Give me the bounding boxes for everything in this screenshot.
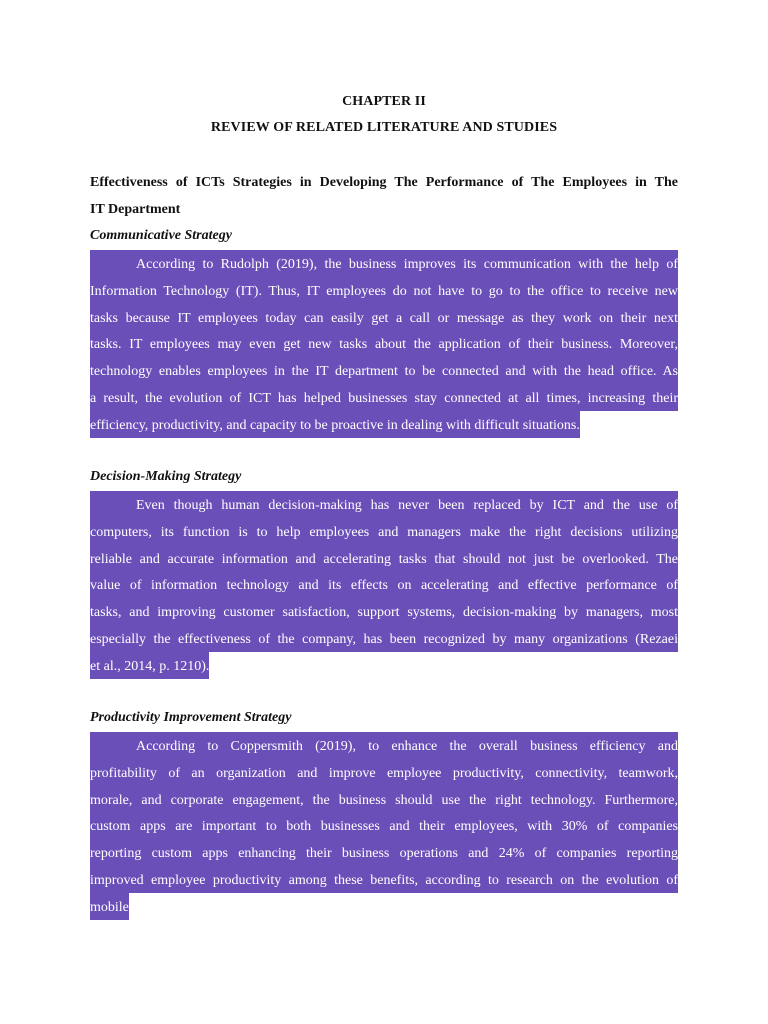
subsection-title: Productivity Improvement Strategy xyxy=(90,710,292,725)
highlighted-text[interactable]: computers, its function is to help employees and managers make the right decisions utilizing xyxy=(90,518,678,545)
chapter-number: CHAPTER II xyxy=(342,94,426,109)
paragraph-line[interactable] xyxy=(90,545,678,572)
highlighted-text[interactable]: tasks, and improving customer satisfaction, support systems, decision-making by managers, most xyxy=(90,598,678,625)
paragraph-line[interactable] xyxy=(90,384,678,411)
highlighted-text[interactable]: According to Coppersmith (2019), to enhance the overall business efficiency and xyxy=(90,732,678,759)
subsection-title: Decision-Making Strategy xyxy=(90,469,242,484)
highlighted-text[interactable]: et al., 2014, p. 1210). xyxy=(90,652,209,679)
paragraph-line[interactable] xyxy=(90,277,678,304)
paragraph-line[interactable] xyxy=(90,786,678,813)
highlighted-text[interactable]: especially the effectiveness of the company, has been recognized by many organizations (Rezaei xyxy=(90,625,678,652)
subsection-title: Communicative Strategy xyxy=(90,228,232,243)
paragraph-line[interactable] xyxy=(90,250,678,277)
paragraph-line[interactable] xyxy=(90,598,678,625)
paragraph-line[interactable] xyxy=(90,330,678,357)
paragraph xyxy=(90,491,678,679)
highlighted-text[interactable]: profitability of an organization and improve employee productivity, connectivity, teamwork, xyxy=(90,759,678,786)
highlighted-text[interactable]: tasks. IT employees may even get new tasks about the application of their business. Moreover, xyxy=(90,330,678,357)
section-heading xyxy=(90,169,678,223)
paragraph-line[interactable] xyxy=(90,812,678,839)
paragraph xyxy=(90,732,678,920)
paragraph-line[interactable] xyxy=(90,304,678,331)
paragraph-line[interactable] xyxy=(90,625,678,652)
highlighted-text[interactable]: According to Rudolph (2019), the business improves its communication with the help of xyxy=(90,250,678,277)
paragraph-line[interactable] xyxy=(90,732,678,759)
paragraph-line[interactable] xyxy=(90,839,678,866)
highlighted-text[interactable]: improved employee productivity among these benefits, according to research on the evolution of xyxy=(90,866,678,893)
highlighted-text[interactable]: reliable and accurate information and accelerating tasks that should not just be overlooked. The xyxy=(90,545,678,572)
highlighted-text[interactable]: Information Technology (IT). Thus, IT employees do not have to go to the office to receive new xyxy=(90,277,678,304)
paragraph-line[interactable] xyxy=(90,571,678,598)
paragraph-line[interactable] xyxy=(90,652,678,679)
highlighted-text[interactable]: technology enables employees in the IT department to be connected and with the head office. As xyxy=(90,357,678,384)
paragraph-line[interactable] xyxy=(90,759,678,786)
highlighted-text[interactable]: custom apps are important to both businesses and their employees, with 30% of companies xyxy=(90,812,678,839)
highlighted-text[interactable]: Even though human decision-making has never been replaced by ICT and the use of xyxy=(90,491,678,518)
chapter-title: REVIEW OF RELATED LITERATURE AND STUDIES xyxy=(210,120,558,135)
paragraph-line[interactable] xyxy=(90,518,678,545)
paragraph-line[interactable] xyxy=(90,357,678,384)
highlighted-text[interactable]: efficiency, productivity, and capacity to be proactive in dealing with difficult situations. xyxy=(90,411,580,438)
highlighted-text[interactable]: tasks because IT employees today can easily get a call or message as they work on their next xyxy=(90,304,678,331)
highlighted-text[interactable]: morale, and corporate engagement, the business should use the right technology. Furthermore, xyxy=(90,786,678,813)
paragraph-line[interactable] xyxy=(90,411,678,438)
section-heading-line: Effectiveness of ICTs Strategies in Developing The Performance of The Employees in The xyxy=(90,175,678,190)
paragraph-line[interactable] xyxy=(90,893,678,920)
paragraph xyxy=(90,250,678,438)
section-heading-line: IT Department xyxy=(90,201,181,217)
highlighted-text[interactable]: mobile xyxy=(90,893,129,920)
highlighted-text[interactable]: reporting custom apps enhancing their business operations and 24% of companies reporting xyxy=(90,839,678,866)
highlighted-text[interactable]: value of information technology and its effects on accelerating and effective performance of xyxy=(90,571,678,598)
paragraph-line[interactable] xyxy=(90,866,678,893)
paragraph-line[interactable] xyxy=(90,491,678,518)
highlighted-text[interactable]: a result, the evolution of ICT has helped businesses stay connected at all times, increasing their xyxy=(90,384,678,411)
